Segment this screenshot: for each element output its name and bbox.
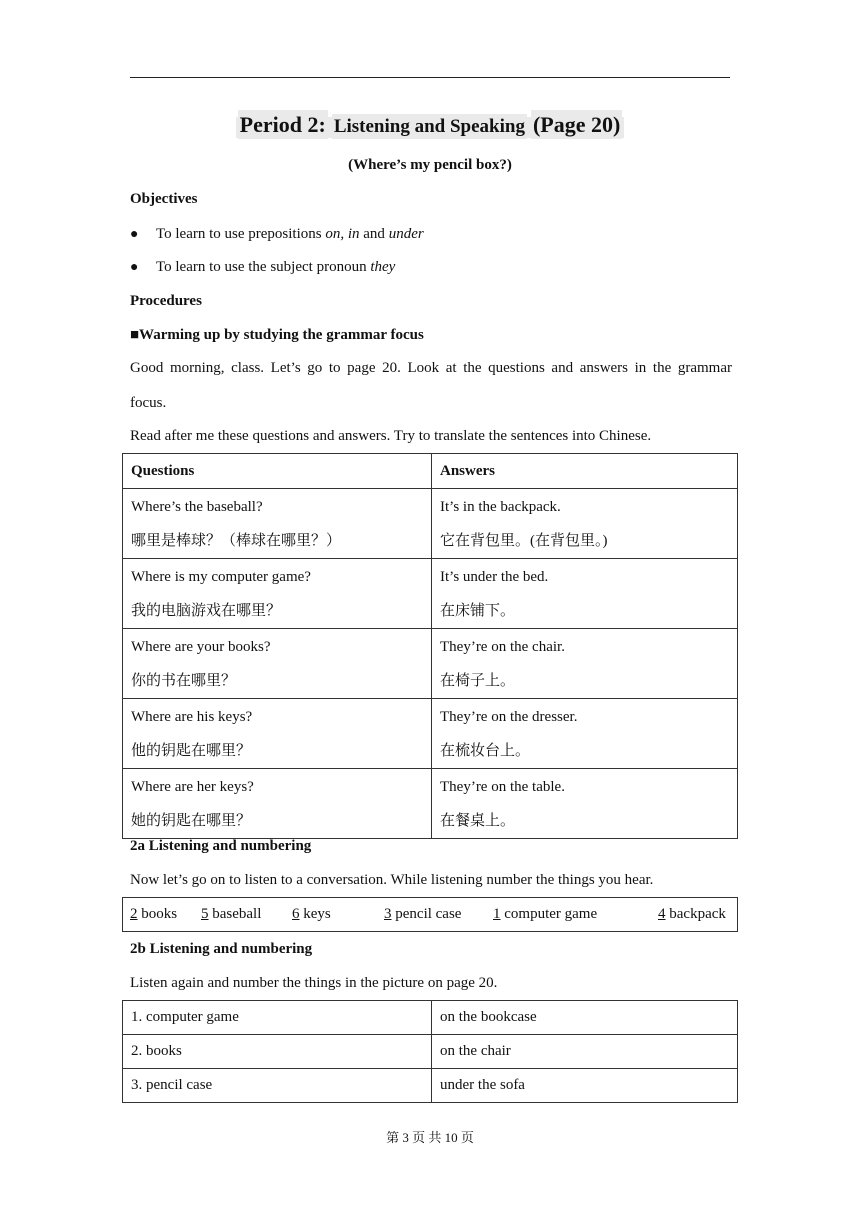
question-cell: Where are his keys? 他的钥匙在哪里？: [123, 699, 432, 769]
answer-cell: They’re on the dresser. 在梳妆台上。: [432, 699, 738, 769]
procedures-heading: Procedures: [130, 293, 202, 309]
place-cell: on the chair: [432, 1035, 738, 1069]
place-cell: under the sofa: [432, 1069, 738, 1103]
objectives-heading: Objectives: [130, 191, 198, 207]
bullet-icon: ●: [130, 227, 139, 242]
warmup-heading: ■Warming up by studying the grammar focus: [130, 327, 424, 343]
numbered-item: 2 books: [130, 906, 178, 922]
item-cell: 1. computer game: [123, 1001, 432, 1035]
numbered-item: 6 keys: [292, 906, 331, 922]
question-cell: Where are your books? 你的书在哪里？: [123, 629, 432, 699]
numbering-table: [122, 897, 738, 932]
place-cell: on the bookcase: [432, 1001, 738, 1035]
table-row: [123, 769, 738, 839]
section-2a-heading: 2a Listening and numbering: [130, 838, 312, 854]
section-2b-instruction: Listen again and number the things in the picture on page 20.: [130, 975, 498, 991]
page-footer: 第 3 页 共 10 页: [386, 1130, 474, 1145]
answer-cell: It’s under the bed. 在床铺下。: [432, 559, 738, 629]
numbered-item: 1 computer game: [493, 906, 598, 922]
numbered-item: 5 baseball: [201, 906, 262, 922]
numbered-item: 3 pencil case: [384, 906, 462, 922]
paragraph-line: focus.: [130, 395, 167, 411]
page-title: Period 2: Listening and Speaking (Page 20): [0, 112, 860, 138]
table-row: [123, 1001, 738, 1035]
objective-item: ● To learn to use the subject pronoun they: [130, 259, 396, 275]
table-header-row: [123, 454, 738, 489]
table-row: [123, 489, 738, 559]
numbering-cell: [123, 898, 738, 932]
table-row: [123, 559, 738, 629]
question-cell: Where is my computer game? 我的电脑游戏在哪里？: [123, 559, 432, 629]
section-2b-heading: 2b Listening and numbering: [130, 941, 313, 957]
paragraph: Read after me these questions and answers. Try to translate the sentences into Chinese.: [130, 428, 652, 444]
section-2a-instruction: Now let’s go on to listen to a conversation. While listening number the things you hear.: [130, 872, 654, 888]
grammar-table: [122, 453, 738, 839]
picture-numbering-table: [122, 1000, 738, 1103]
header-cell: Answers: [432, 454, 738, 489]
answer-cell: They’re on the table. 在餐桌上。: [432, 769, 738, 839]
paragraph-line: Good morning, class. Let’s go to page 20. Look at the questions and answers in the grammar: [130, 360, 732, 376]
table-row: [123, 629, 738, 699]
table-row: [123, 1069, 738, 1103]
table-row: [123, 1035, 738, 1069]
item-cell: 3. pencil case: [123, 1069, 432, 1103]
numbered-item: 4 backpack: [658, 906, 726, 922]
answer-cell: It’s in the backpack. 它在背包里。(在背包里。): [432, 489, 738, 559]
answer-cell: They’re on the chair. 在椅子上。: [432, 629, 738, 699]
item-cell: 2. books: [123, 1035, 432, 1069]
table-row: [123, 699, 738, 769]
bullet-icon: ●: [130, 260, 139, 275]
header-cell: Questions: [123, 454, 432, 489]
page-subtitle: (Where’s my pencil box?): [348, 157, 512, 173]
question-cell: Where are her keys? 她的钥匙在哪里？: [123, 769, 432, 839]
header-rule: [130, 77, 730, 78]
question-cell: Where’s the baseball? 哪里是棒球？（棒球在哪里？）: [123, 489, 432, 559]
table-row: [123, 898, 738, 932]
objective-item: ● To learn to use prepositions on, in and under: [130, 226, 424, 242]
